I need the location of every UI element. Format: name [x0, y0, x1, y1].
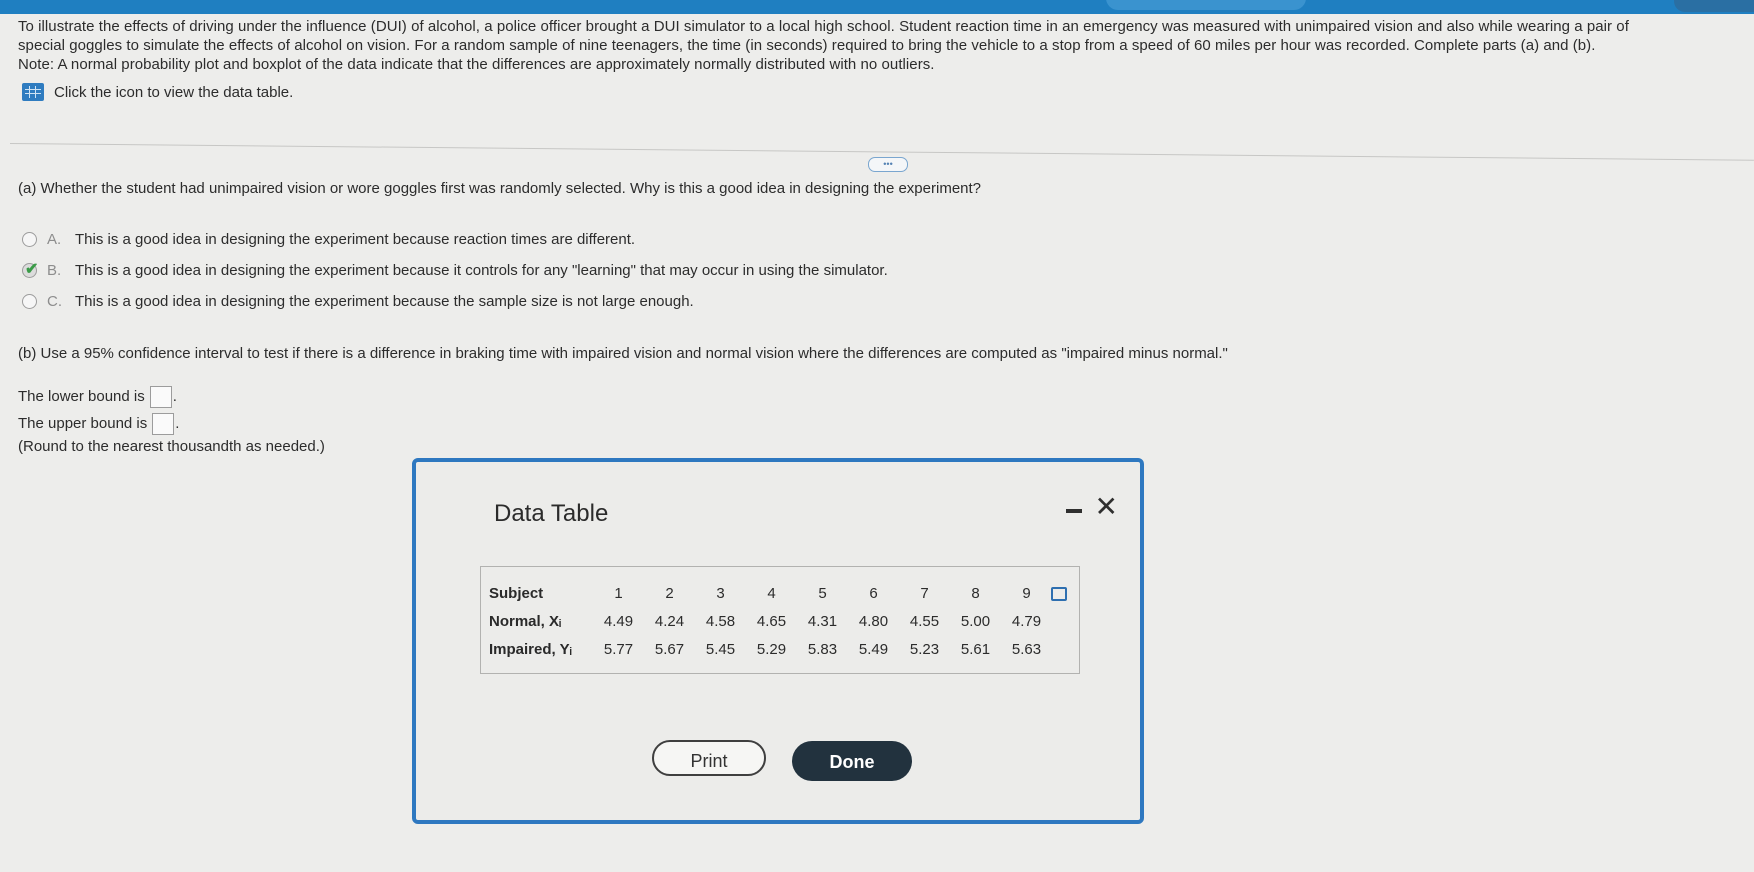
lower-bound-row: The lower bound is . — [18, 383, 179, 410]
row-header: Normal, Xᵢ — [489, 612, 562, 630]
table-cell: 5.29 — [756, 640, 787, 658]
table-cell: 2 — [665, 584, 674, 602]
table-cell: 5.83 — [807, 640, 838, 658]
table-cell: 7 — [920, 584, 929, 602]
data-table-link-label: Click the icon to view the data table. — [54, 83, 294, 101]
done-button[interactable]: Done — [792, 741, 912, 781]
expand-ellipsis-button[interactable]: ••• — [868, 157, 908, 172]
top-header-bar — [0, 0, 1754, 14]
option-text: This is a good idea in designing the experiment because the sample size is not large enough. — [75, 292, 694, 310]
table-cell: 4.80 — [858, 612, 889, 630]
part-a-question: (a) Whether the student had unimpaired vision or wore goggles first was randomly selected. Why is this a good idea in designing the experiment? — [18, 180, 982, 197]
table-cell: 5 — [818, 584, 827, 602]
header-pill — [1106, 0, 1306, 10]
table-cell: 5.63 — [1011, 640, 1042, 658]
data-table-link[interactable] — [22, 83, 293, 101]
radio-option-c[interactable] — [22, 294, 37, 309]
table-cell: 9 — [1022, 584, 1031, 602]
table-cell: 4.58 — [705, 612, 736, 630]
rounding-note: (Round to the nearest thousandth as needed.) — [18, 438, 325, 455]
lower-bound-input[interactable] — [150, 386, 172, 408]
table-cell: 4 — [767, 584, 776, 602]
table-cell: 5.23 — [909, 640, 940, 658]
table-row — [489, 579, 1052, 607]
intro-line: special goggles to simulate the effects of alcohol on vision. For a random sample of nine teenagers, the time (in seconds) required to bring the vehicle to a stop from a speed of 60 miles per hour was recorded. Complete parts (a) and (b). — [18, 37, 1596, 54]
table-cell: 5.45 — [705, 640, 736, 658]
table-cell: 5.77 — [603, 640, 634, 658]
table-cell: 4.49 — [603, 612, 634, 630]
bounds-inputs — [18, 383, 179, 437]
option-b[interactable] — [22, 258, 888, 282]
lower-bound-label: The lower bound is — [18, 387, 145, 405]
print-button[interactable]: Print — [652, 740, 766, 776]
table-row — [489, 635, 1052, 663]
table-cell: 4.31 — [807, 612, 838, 630]
problem-intro — [18, 17, 1738, 74]
close-icon[interactable]: ✕ — [1094, 491, 1118, 522]
option-letter: C. — [47, 292, 62, 310]
data-table-grid-icon[interactable] — [22, 83, 44, 101]
row-header: Impaired, Yᵢ — [489, 640, 572, 658]
intro-line: Note: A normal probability plot and boxplot of the data indicate that the differences are approximately normally distributed with no outliers. — [18, 56, 935, 73]
table-cell: 3 — [716, 584, 725, 602]
table-cell: 6 — [869, 584, 878, 602]
option-text: This is a good idea in designing the experiment because it controls for any "learning" that may occur in using the simulator. — [75, 261, 888, 279]
option-letter: A. — [47, 230, 62, 248]
intro-line: To illustrate the effects of driving under the influence (DUI) of alcohol, a police officer brought a DUI simulator to a local high school. Student reaction time in an emergency was measured with unimpaired vision and also while wearing a pair of — [18, 18, 1629, 35]
upper-bound-input[interactable] — [152, 413, 174, 435]
option-a[interactable] — [22, 227, 888, 251]
table-cell: 4.24 — [654, 612, 685, 630]
table-cell: 5.49 — [858, 640, 889, 658]
minimize-icon[interactable] — [1066, 509, 1082, 513]
dialog-title: Data Table — [494, 500, 609, 527]
checkmark-icon: ✔ — [25, 260, 39, 278]
table-cell: 5.00 — [960, 612, 991, 630]
data-table-dialog — [412, 458, 1144, 824]
table-cell: 4.55 — [909, 612, 940, 630]
table-cell: 1 — [614, 584, 623, 602]
data-table — [480, 566, 1080, 674]
part-a-options — [22, 227, 888, 320]
table-cell: 5.61 — [960, 640, 991, 658]
table-cell: 5.67 — [654, 640, 685, 658]
table-row — [489, 607, 1052, 635]
option-letter: B. — [47, 261, 62, 279]
header-save-button[interactable] — [1674, 0, 1754, 12]
copy-icon[interactable] — [1051, 587, 1067, 601]
option-text: This is a good idea in designing the experiment because reaction times are different. — [75, 230, 636, 248]
upper-bound-label: The upper bound is — [18, 414, 148, 432]
option-c[interactable] — [22, 289, 888, 313]
radio-option-a[interactable] — [22, 232, 37, 247]
upper-bound-row: The upper bound is . — [18, 410, 179, 437]
data-table-grid — [489, 579, 1052, 663]
table-cell: 4.79 — [1011, 612, 1042, 630]
radio-option-b[interactable] — [22, 260, 39, 278]
table-cell: 4.65 — [756, 612, 787, 630]
table-cell: 8 — [971, 584, 980, 602]
row-header: Subject — [489, 584, 544, 602]
part-b-question: (b) Use a 95% confidence interval to test if there is a difference in braking time with impaired vision and normal vision where the differences are computed as "impaired minus normal." — [18, 345, 1228, 362]
